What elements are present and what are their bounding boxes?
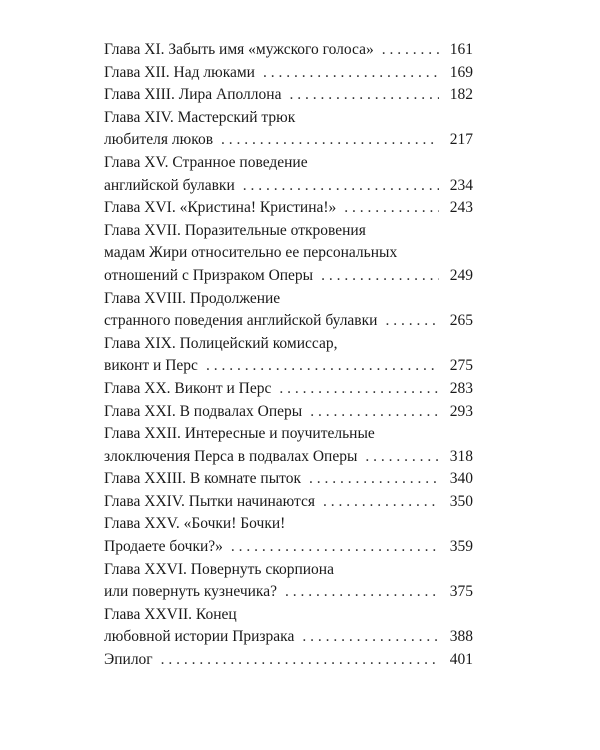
toc-entry-chapter-15[interactable] — [104, 152, 473, 197]
toc-dot-leader — [161, 649, 439, 672]
toc-page-number: 234 — [449, 176, 473, 194]
toc-entry-chapter-22[interactable] — [104, 423, 473, 468]
toc-page-number: 249 — [449, 266, 473, 284]
toc-entry-title: Глава XIII. Лира Аполлона — [104, 86, 282, 104]
toc-dot-leader — [243, 175, 439, 198]
toc-entry-title: Глава XXVII. Конец — [104, 605, 237, 623]
toc-dot-leader — [344, 197, 439, 220]
toc-page-number: 169 — [449, 63, 473, 81]
toc-entry-title-continued: английской булавки — [104, 176, 235, 194]
toc-entry-chapter-12[interactable] — [104, 62, 473, 85]
toc-entry-chapter-20[interactable] — [104, 378, 473, 401]
toc-page-number: 161 — [449, 41, 473, 58]
toc-dot-leader — [231, 536, 439, 559]
toc-page-number: 217 — [449, 131, 473, 149]
toc-entry-title-continued: Продаете бочки?» — [104, 538, 223, 556]
toc-entry-chapter-24[interactable] — [104, 491, 473, 514]
toc-entry-title-continued: странного поведения английской булавки — [104, 312, 378, 330]
toc-dot-leader — [310, 401, 439, 424]
toc-entry-title-continued: мадам Жири относительно ее персональных — [104, 244, 398, 262]
toc-page-number: 275 — [449, 357, 473, 375]
toc-dot-leader — [385, 310, 439, 333]
toc-entry-title-continued: злоключения Перса в подвалах Оперы — [104, 447, 358, 465]
toc-dot-leader — [321, 265, 439, 288]
toc-entry-title: Глава XXVI. Повернуть скорпиона — [104, 560, 334, 578]
toc-page-number: 401 — [449, 651, 473, 669]
toc-entry-chapter-16[interactable] — [104, 197, 473, 220]
toc-entry-title: Глава XIV. Мастерский трюк — [104, 108, 296, 126]
toc-entry-chapter-26[interactable] — [104, 559, 473, 604]
toc-dot-leader — [289, 84, 439, 107]
toc-entry-chapter-11[interactable] — [104, 39, 473, 62]
table-of-contents — [104, 39, 473, 672]
toc-entry-title: Глава XX. Виконт и Перс — [104, 379, 272, 397]
toc-entry-title: Глава XXI. В подвалах Оперы — [104, 402, 303, 420]
toc-page-number: 359 — [449, 538, 473, 556]
toc-entry-title-continued: любителя люков — [104, 131, 214, 149]
toc-page-number: 375 — [449, 583, 473, 601]
toc-entry-title: Глава XI. Забыть имя «мужского голоса» — [104, 41, 374, 58]
toc-entry-title-continued: любовной истории Призрака — [104, 628, 295, 646]
toc-dot-leader — [302, 626, 439, 649]
toc-dot-leader — [206, 355, 439, 378]
toc-entry-title: Глава XVI. «Кристина! Кристина!» — [104, 199, 337, 217]
toc-entry-title: Эпилог — [104, 651, 153, 669]
toc-entry-chapter-23[interactable] — [104, 468, 473, 491]
toc-dot-leader — [221, 129, 439, 152]
toc-entry-title: Глава XV. Странное поведение — [104, 153, 308, 171]
toc-page-number: 182 — [449, 86, 473, 104]
toc-entry-epilogue[interactable] — [104, 649, 473, 672]
toc-page-number: 265 — [449, 312, 473, 330]
toc-entry-chapter-18[interactable] — [104, 288, 473, 333]
toc-entry-title: Глава XVII. Поразительные откровения — [104, 221, 366, 239]
toc-dot-leader — [285, 581, 439, 604]
toc-page-number: 283 — [449, 379, 473, 397]
toc-entry-title: Глава XII. Над люками — [104, 63, 255, 81]
toc-entry-chapter-27[interactable] — [104, 604, 473, 649]
toc-page-number: 243 — [449, 199, 473, 217]
toc-entry-title-continued: виконт и Перс — [104, 357, 198, 375]
toc-dot-leader — [263, 62, 439, 85]
toc-entry-title-continued: отношений с Призраком Оперы — [104, 266, 314, 284]
toc-entry-title: Глава XVIII. Продолжение — [104, 289, 281, 307]
toc-dot-leader — [365, 446, 439, 469]
toc-dot-leader — [309, 468, 439, 491]
toc-entry-chapter-13[interactable] — [104, 84, 473, 107]
toc-page-number: 350 — [449, 492, 473, 510]
toc-page-number: 388 — [449, 628, 473, 646]
toc-entry-title: Глава XXV. «Бочки! Бочки! — [104, 515, 286, 533]
toc-entry-chapter-14[interactable] — [104, 107, 473, 152]
toc-entry-title: Глава XXII. Интересные и поучительные — [104, 425, 375, 443]
toc-entry-title: Глава XXIII. В комнате пыток — [104, 470, 301, 488]
toc-entry-chapter-19[interactable] — [104, 333, 473, 378]
toc-page-number: 340 — [449, 470, 473, 488]
toc-entry-chapter-25[interactable] — [104, 513, 473, 558]
toc-dot-leader — [382, 39, 439, 62]
toc-entry-chapter-21[interactable] — [104, 401, 473, 424]
toc-entry-title-continued: или повернуть кузнечика? — [104, 583, 277, 601]
toc-entry-title: Глава XIX. Полицейский комиссар, — [104, 334, 338, 352]
toc-entry-chapter-17[interactable] — [104, 220, 473, 288]
toc-page-number: 318 — [449, 447, 473, 465]
toc-dot-leader — [279, 378, 439, 401]
toc-page-number: 293 — [449, 402, 473, 420]
toc-dot-leader — [323, 491, 439, 514]
toc-entry-title: Глава XXIV. Пытки начинаются — [104, 492, 316, 510]
